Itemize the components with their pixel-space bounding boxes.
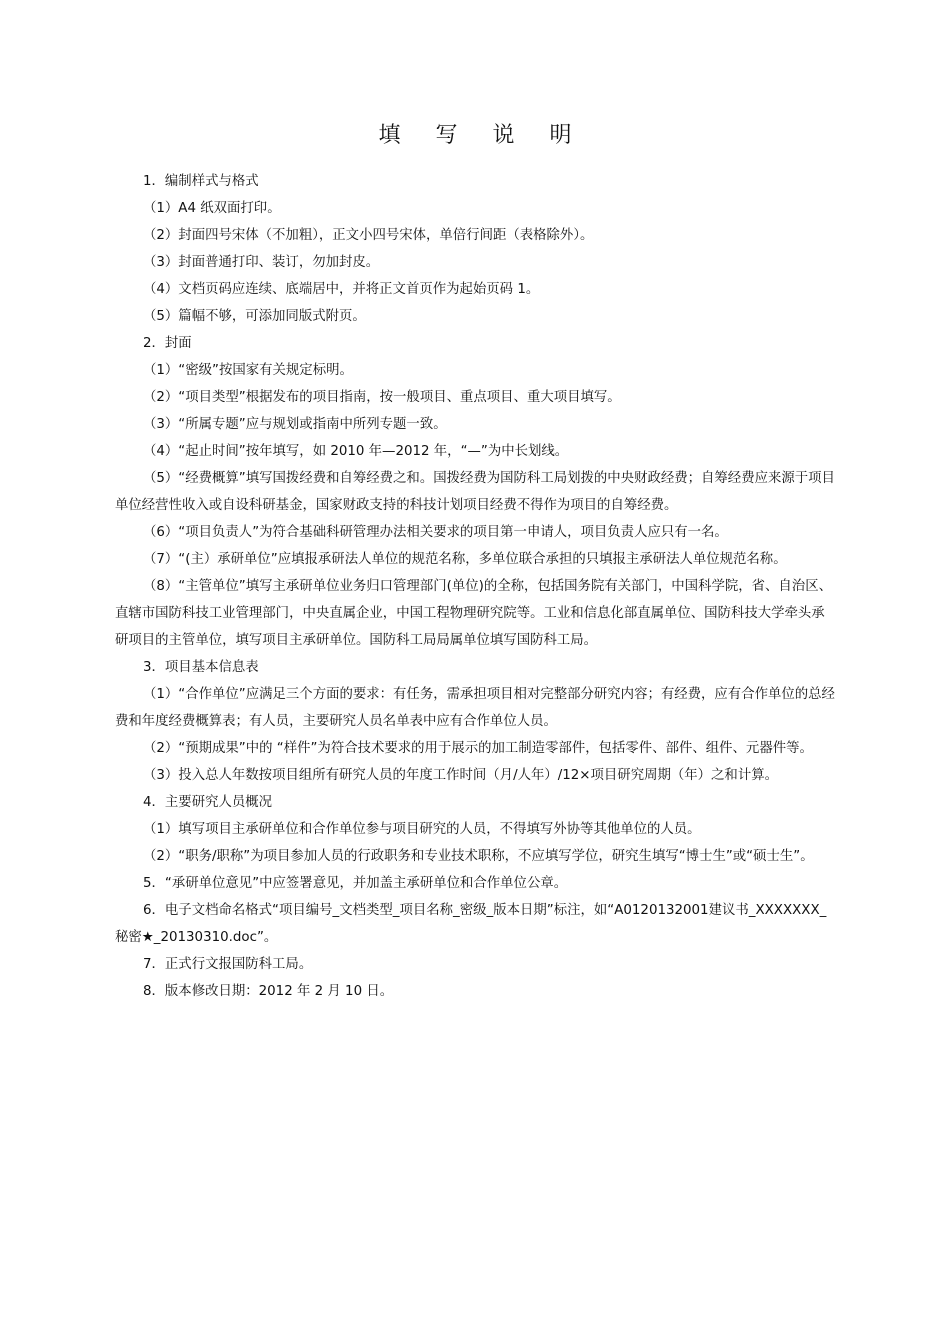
cover-item-6: （6）“项目负责人”为符合基础科研管理办法相关要求的项目第一申请人，项目负责人应只有一名。 (143, 525, 728, 540)
section-heading-cover: 2．封面 (143, 336, 192, 351)
section-version-date: 8．版本修改日期：2012 年 2 月 10 日。 (143, 984, 394, 999)
researchers-item-1: （1）填写项目主承研单位和合作单位参与项目研究的人员，不得填写外协等其他单位的人员。 (143, 822, 701, 837)
cover-item-5: （5）“经费概算”填写国拨经费和自筹经费之和。国拨经费为国防科工局划拨的中央财政经费；自筹经费应来源于项目单位经营性收入或自设科研基金，国家财政支持的科技计划项目经费不得作为项目的自筹经费。 (115, 471, 835, 513)
basic-info-item-3: （3）投入总人年数按项目组所有研究人员的年度工作时间（月/人年）/12×项目研究周期（年）之和计算。 (143, 768, 778, 783)
cover-item-3: （3）“所属专题”应与规划或指南中所列专题一致。 (143, 417, 447, 432)
section-heading-researchers: 4．主要研究人员概况 (143, 795, 273, 810)
researchers-item-2: （2）“职务/职称”为项目参加人员的行政职务和专业技术职称，不应填写学位，研究生填写“博士生”或“硕士生”。 (143, 849, 814, 864)
basic-info-item-2: （2）“预期成果”中的 “样件”为符合技术要求的用于展示的加工制造零部件，包括零件、部件、组件、元器件等。 (143, 741, 813, 756)
cover-item-7: （7）“(主）承研单位”应填报承研法人单位的规范名称，多单位联合承担的只填报主承研法人单位规范名称。 (143, 552, 787, 567)
format-item-3: （3）封面普通打印、装订，勿加封皮。 (143, 255, 380, 270)
section-unit-opinion: 5．“承研单位意见”中应签署意见，并加盖主承研单位和合作单位公章。 (143, 876, 568, 891)
section-heading-basic-info: 3．项目基本信息表 (143, 660, 259, 675)
page-title: 填 写 说 明 (378, 123, 586, 148)
cover-item-4: （4）“起止时间”按年填写，如 2010 年—2012 年，“—”为中长划线。 (143, 444, 569, 459)
format-item-5: （5）篇幅不够，可添加同版式附页。 (143, 309, 366, 324)
format-item-1: （1）A4 纸双面打印。 (143, 201, 281, 216)
section-submission: 7．正式行文报国防科工局。 (143, 957, 313, 972)
instructions-body (115, 168, 837, 1005)
cover-item-1: （1）“密级”按国家有关规定标明。 (143, 363, 353, 378)
section-heading-format: 1．编制样式与格式 (143, 174, 259, 189)
format-item-4: （4）文档页码应连续、底端居中，并将正文首页作为起始页码 1。 (143, 282, 540, 297)
format-item-2: （2）封面四号宋体（不加粗），正文小四号宋体，单倍行间距（表格除外）。 (143, 228, 594, 243)
cover-item-8: （8）“主管单位”填写主承研单位业务归口管理部门(单位)的全称，包括国务院有关部门，中国科学院，省、自治区、直辖市国防科技工业管理部门，中央直属企业，中国工程物理研究院等。工业和信息化部直属单位、国防科技大学牵头承研项目的主管单位，填写项目主承研单位。国防科工局局属单位填写国防科工局。 (115, 579, 832, 648)
section-file-naming: 6．电子文档命名格式“项目编号_文档类型_项目名称_密级_版本日期”标注，如“A0120132001建议书_XXXXXXX_秘密★_20130310.doc”。 (115, 903, 827, 945)
cover-item-2: （2）“项目类型”根据发布的项目指南，按一般项目、重点项目、重大项目填写。 (143, 390, 621, 405)
basic-info-item-1: （1）“合作单位”应满足三个方面的要求：有任务，需承担项目相对完整部分研究内容；有经费，应有合作单位的总经费和年度经费概算表；有人员，主要研究人员名单表中应有合作单位人员。 (115, 687, 835, 729)
